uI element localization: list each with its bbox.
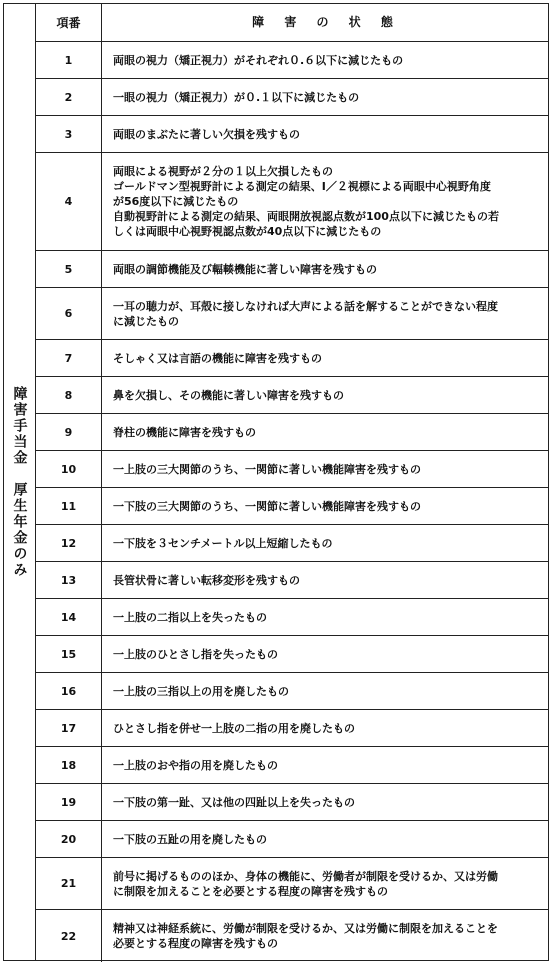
table-row (36, 636, 548, 673)
row-number: 19 (36, 784, 102, 820)
table-row (36, 562, 548, 599)
table-row (36, 910, 548, 962)
row-description-cell (102, 673, 548, 709)
row-number: 13 (36, 562, 102, 598)
row-description-cell (102, 784, 548, 820)
row-description-cell (102, 910, 548, 962)
row-number: 9 (36, 414, 102, 450)
row-description-cell (102, 451, 548, 487)
row-number: 1 (36, 42, 102, 78)
row-description: 一下肢の五趾の用を廃したもの (113, 832, 267, 846)
table-row (36, 79, 548, 116)
row-description: 前号に掲げるもののほか、身体の機能に、労働者が制限を受けるか、又は労働 に制限を加えることを必要とする程度の障害を残すもの (113, 869, 498, 898)
row-number: 14 (36, 599, 102, 635)
table-row (36, 414, 548, 451)
row-description: 一上肢の三大関節のうち、一関節に著しい機能障害を残すもの (113, 462, 421, 476)
table-row (36, 251, 548, 288)
row-description: ひとさし指を併せ一上肢の二指の用を廃したもの (113, 721, 355, 735)
table-row (36, 42, 548, 79)
row-description: 両眼の調節機能及び輻輳機能に著しい障害を残すもの (113, 262, 377, 276)
row-description: 両眼による視野が２分の１以上欠損したもの ゴールドマン型視野計による測定の結果、Ⅰ／２視標による両眼中心視野角度 が56度以下に減じたもの 自動視野計による測定の結果、両眼開放視認点数が100点以下に減じたもの若 しくは両眼中心視野視認点数が40点以下に減じたもの (113, 165, 499, 238)
row-number: 5 (36, 251, 102, 287)
row-description-cell (102, 288, 548, 339)
row-description-cell (102, 116, 548, 152)
table-row (36, 599, 548, 636)
table-header (36, 4, 548, 42)
row-number: 2 (36, 79, 102, 115)
table-row (36, 710, 548, 747)
row-description: 一上肢の二指以上を失ったもの (113, 610, 267, 624)
row-description: 一眼の視力（矯正視力）が０.１以下に減じたもの (113, 90, 360, 104)
row-number: 11 (36, 488, 102, 524)
row-description-cell (102, 562, 548, 598)
disability-table (3, 3, 549, 961)
row-description-cell (102, 340, 548, 376)
row-description-cell (102, 42, 548, 78)
row-number: 10 (36, 451, 102, 487)
row-description: 長管状骨に著しい転移変形を残すもの (113, 573, 300, 587)
row-description-cell (102, 525, 548, 561)
row-description: 一耳の聴力が、耳殻に接しなければ大声による話を解することができない程度 に減じたもの (113, 299, 498, 328)
side-label-column (4, 4, 36, 960)
row-description: 一下肢の三大関節のうち、一関節に著しい機能障害を残すもの (113, 499, 421, 513)
row-number: 12 (36, 525, 102, 561)
row-description: 両眼のまぶたに著しい欠損を残すもの (113, 127, 300, 141)
row-description-cell (102, 153, 548, 250)
row-number: 16 (36, 673, 102, 709)
side-label: 障害手当金 厚生年金のみ (11, 386, 28, 578)
table-body (36, 4, 548, 960)
row-description-cell (102, 858, 548, 909)
table-row (36, 153, 548, 251)
row-description-cell (102, 79, 548, 115)
row-description-cell (102, 821, 548, 857)
row-number: 8 (36, 377, 102, 413)
header-number: 項番 (36, 4, 102, 41)
table-row (36, 288, 548, 340)
row-description: 一下肢の第一趾、又は他の四趾以上を失ったもの (113, 795, 355, 809)
table-row (36, 525, 548, 562)
row-description-cell (102, 636, 548, 672)
row-number: 22 (36, 910, 102, 962)
row-description-cell (102, 710, 548, 746)
row-number: 20 (36, 821, 102, 857)
row-number: 6 (36, 288, 102, 339)
row-description-cell (102, 414, 548, 450)
row-number: 18 (36, 747, 102, 783)
row-number: 7 (36, 340, 102, 376)
table-row (36, 116, 548, 153)
row-number: 21 (36, 858, 102, 909)
table-row (36, 488, 548, 525)
table-row (36, 340, 548, 377)
row-description: 一下肢を３センチメートル以上短縮したもの (113, 536, 333, 550)
row-description: 一上肢のおや指の用を廃したもの (113, 758, 278, 772)
row-number: 3 (36, 116, 102, 152)
row-description: 脊柱の機能に障害を残すもの (113, 425, 256, 439)
table-row (36, 451, 548, 488)
row-description: 一上肢のひとさし指を失ったもの (113, 647, 278, 661)
table-row (36, 821, 548, 858)
row-description: 両眼の視力（矯正視力）がそれぞれ０.６以下に減じたもの (113, 53, 404, 67)
row-description-cell (102, 251, 548, 287)
row-description-cell (102, 488, 548, 524)
row-description-cell (102, 377, 548, 413)
table-row (36, 673, 548, 710)
row-description: 精神又は神経系統に、労働が制限を受けるか、又は労働に制限を加えることを 必要とする程度の障害を残すもの (113, 922, 498, 950)
row-description: そしゃく又は言語の機能に障害を残すもの (113, 351, 322, 365)
row-description-cell (102, 747, 548, 783)
row-number: 4 (36, 153, 102, 250)
table-row (36, 858, 548, 910)
table-row (36, 784, 548, 821)
table-row (36, 377, 548, 414)
row-number: 15 (36, 636, 102, 672)
table-row (36, 747, 548, 784)
row-description: 鼻を欠損し、その機能に著しい障害を残すもの (113, 388, 344, 402)
header-condition: 障 害 の 状 態 (252, 15, 401, 29)
row-description-cell (102, 599, 548, 635)
row-description: 一上肢の三指以上の用を廃したもの (113, 684, 289, 698)
row-number: 17 (36, 710, 102, 746)
